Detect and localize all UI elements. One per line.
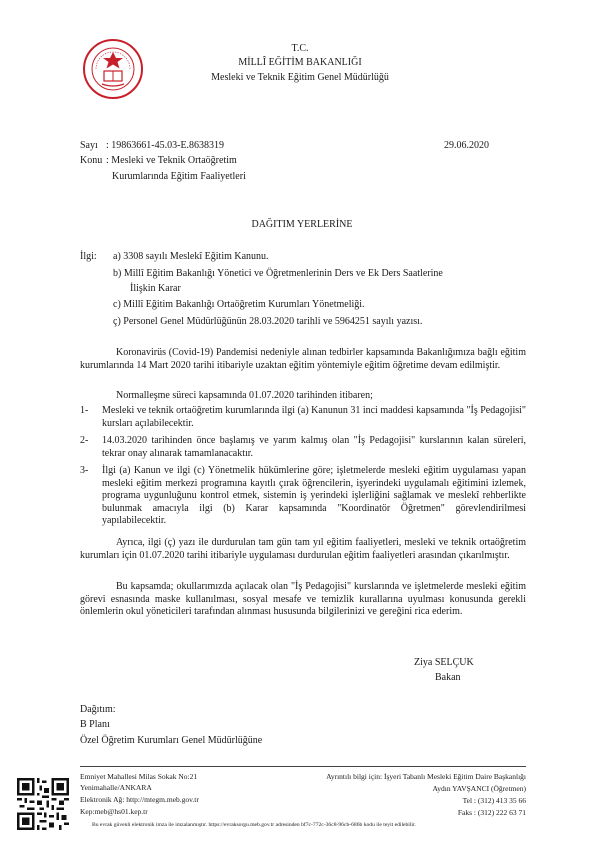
footer-verification-note: Bu evrak güvenli elektronik imza ile imzalanmıştır. https://evraksorgu.meb.gov.tr adresinden bf7c-772c-36c8-96cb-686b kodu ile teyit edilebilir. xyxy=(92,822,416,828)
konu-label: Konu xyxy=(80,155,103,166)
list-item-2-number: 2- xyxy=(80,435,89,446)
footer-address-1: Emniyet Mahallesi Milas Sokak No:21 xyxy=(80,772,198,781)
header-ministry: MİLLÎ EĞİTİM BAKANLIĞI xyxy=(238,57,362,68)
list-item-2 xyxy=(80,435,526,460)
signatory-title: Bakan xyxy=(435,672,461,683)
signatory-name: Ziya SELÇUK xyxy=(414,657,474,668)
document-date: 29.06.2020 xyxy=(444,140,489,151)
distribution-label: Dağıtım: xyxy=(80,704,116,715)
distribution-plan: B Planı xyxy=(80,719,110,730)
list-item-1-text: Mesleki ve teknik ortaöğretim kurumlarında ilgi (a) Kanunun 31 inci maddesi kapsamında "İş Pedagojisi" kursları açılabilecektir. xyxy=(102,405,526,429)
list-item-1 xyxy=(80,405,526,430)
paragraph-1: Koronavirüs (Covid-19) Pandemisi nedeniyle alınan tedbirler kapsamında Bakanlığımıza bağlı eğitim kurumlarında 14 Mart 2020 tarihi itibariyle uzaktan eğitim yöntemiyle eğitim öğretime devam edilmiştir. xyxy=(80,347,526,371)
header-directorate: Mesleki ve Teknik Eğitim Genel Müdürlüğü xyxy=(211,72,389,83)
footer-web: Elektronik Ağ: http://mtegm.meb.gov.tr xyxy=(80,795,199,804)
sayi-value: : 19863661-45.03-E.8638319 xyxy=(106,140,225,151)
paragraph-4: Bu kapsamda; okullarımızda açılacak olan "İş Pedagojisi" kurslarında ve işletmelerde mesleki eğitim görevi esnasında maske kullanılması, sosyal mesafe ve temizlik kurallarına uyulması konusunda gerekli önlemlerin okul yöneticileri tarafından alınması hususunda bilgilerinizi ve gereğini rica ederim. xyxy=(80,581,526,618)
paragraph-3: Ayrıca, ilgi (ç) yazı ile durdurulan tam gün tam yıl eğitim faaliyetleri, mesleki ve teknik ortaöğretim kurumları için 01.07.2020 tarihi itibariyle uygulaması durdurulan eğitim faaliyetleri arasından çıkarılmıştır. xyxy=(80,537,526,561)
footer-address-2: Yenimahalle/ANKARA xyxy=(80,783,152,792)
konu-line-1: : Mesleki ve Teknik Ortaöğretim xyxy=(106,155,237,166)
footer-kep: Kep:meb@hs01.kep.tr xyxy=(80,807,148,816)
ministry-logo xyxy=(82,38,144,100)
recipient-title: DAĞITIM YERLERİNE xyxy=(251,219,353,230)
ilgi-b-line-2: İlişkin Karar xyxy=(130,283,181,294)
konu-line-2: Kurumlarında Eğitim Faaliyetleri xyxy=(112,171,246,182)
distribution-item: Özel Öğretim Kurumları Genel Müdürlüğüne xyxy=(80,735,263,746)
list-item-2-text: 14.03.2020 tarihinden önce başlamış ve yarım kalmış olan "İş Pedagojisi" kurslarının kalan süreleri, tekrar onay alınarak tamamlanacaktır. xyxy=(102,435,526,459)
ilgi-a: a) 3308 sayılı Meslekî Eğitim Kanunu. xyxy=(113,251,269,262)
list-item-3-number: 3- xyxy=(80,465,89,476)
footer-info-person: Aydın YAVŞANCI (Öğretmen) xyxy=(432,784,526,793)
list-item-3 xyxy=(80,465,526,528)
ilgi-b-line-1: b) Millî Eğitim Bakanlığı Yönetici ve Öğretmenlerinin Ders ve Ek Ders Saatlerine xyxy=(113,268,443,279)
paragraph-2: Normalleşme süreci kapsamında 01.07.2020 tarihinden itibaren; xyxy=(116,390,373,401)
qr-code xyxy=(17,778,69,830)
sayi-label: Sayı xyxy=(80,140,98,151)
header-tc: T.C. xyxy=(291,43,309,54)
footer-info-contact: Ayrıntılı bilgi için: İşyeri Tabanlı Mesleki Eğitim Daire Başkanlığı xyxy=(326,772,526,781)
ilgi-label: İlgi: xyxy=(80,251,97,262)
ilgi-d: ç) Personel Genel Müdürlüğünün 28.03.2020 tarihli ve 5964251 sayılı yazısı. xyxy=(113,316,423,327)
ilgi-c: c) Millî Eğitim Bakanlığı Ortaöğretim Kurumları Yönetmeliği. xyxy=(113,299,365,310)
list-item-3-text: İlgi (a) Kanun ve ilgi (c) Yönetmelik hükümlerine göre; işletmelerde mesleki eğitim uygulaması yapan mesleki eğitim merkezi programına kayıtlı çırak öğrencilerin, işyerindeki uygulamalı eğitimini izlemek, programa uygunluğunu kontrol etmek, sistemin iş yerindeki işlerliğini sağlamak ve meslekî rehberlikte bulunmak amacıyla ilgi (b) Karar kapsamında "Koordinatör Öğretmen" görevlendirilmesi yapılabilecektir. xyxy=(102,465,526,527)
footer-info-fax: Faks : (312) 222 63 71 xyxy=(457,808,526,817)
footer-divider xyxy=(80,766,526,767)
footer-info-phone: Tel : (312) 413 35 66 xyxy=(462,796,526,805)
list-item-1-number: 1- xyxy=(80,405,89,416)
